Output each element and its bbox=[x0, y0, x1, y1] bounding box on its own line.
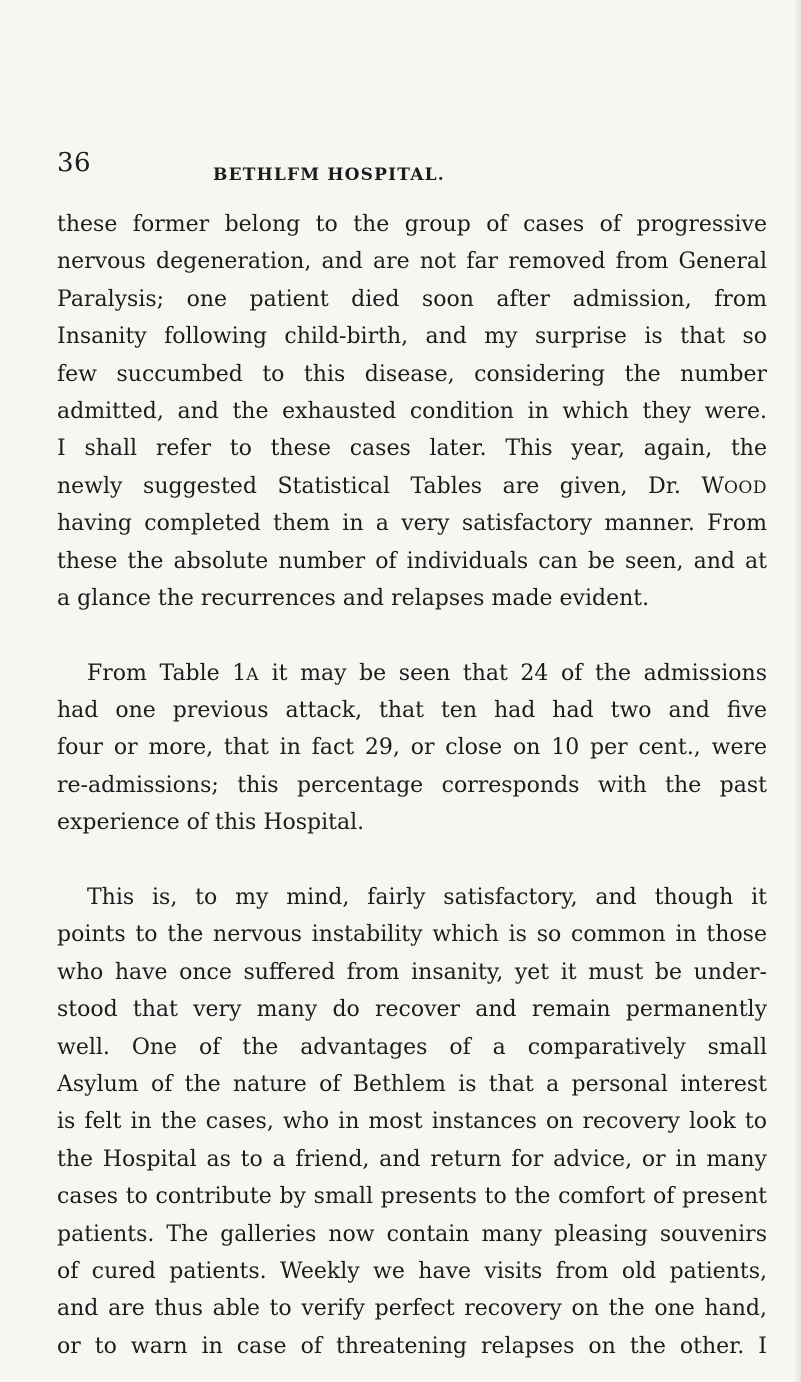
text-span: From Table 1 bbox=[87, 660, 247, 686]
text-line: few succumbed to this disease, considering the number bbox=[57, 361, 767, 387]
page-edge-shadow bbox=[794, 0, 801, 1382]
text-line: four or more, that in fact 29, or close on 10 per cent., were bbox=[57, 735, 767, 761]
paragraph bbox=[57, 206, 767, 617]
text-line: well. One of the advantages of a comparatively small bbox=[57, 1034, 767, 1060]
text-line: admitted, and the exhausted condition in which they were. bbox=[57, 398, 767, 424]
text-line: I shall refer to these cases later. This year, again, the bbox=[57, 436, 767, 462]
text-line: re-admissions; this percentage corresponds with the past bbox=[57, 772, 767, 798]
small-caps-span: OOD bbox=[723, 477, 767, 498]
text-line: or to warn in case of threatening relapses on the other. I bbox=[57, 1333, 767, 1359]
running-head: BETHLFM HOSPITAL. bbox=[213, 165, 445, 185]
text-line: Asylum of the nature of Bethlem is that a personal interest bbox=[57, 1071, 767, 1097]
text-line: these former belong to the group of cases of progressive bbox=[57, 212, 767, 237]
paragraph-gap bbox=[57, 842, 767, 879]
small-caps-span: A bbox=[246, 664, 260, 685]
text-line: these the absolute number of individuals can be seen, and at bbox=[57, 548, 767, 574]
text-line: points to the nervous instability which is so common in those bbox=[57, 922, 767, 948]
text-line bbox=[57, 468, 767, 505]
text-line: had one previous attack, that ten had had two and five bbox=[57, 698, 767, 724]
text-line: experience of this Hospital. bbox=[57, 810, 365, 836]
paragraph bbox=[57, 879, 767, 1365]
text-line: of cured patients. Weekly we have visits from old patients, bbox=[57, 1258, 767, 1284]
text-line: patients. The galleries now contain many pleasing souvenirs bbox=[57, 1221, 767, 1247]
text-line: stood that very many do recover and remain permanently bbox=[57, 997, 767, 1023]
text-line: a glance the recurrences and relapses made evident. bbox=[57, 585, 650, 611]
text-span: newly suggested Statistical Tables are given, Dr. W bbox=[57, 473, 724, 499]
text-line: nervous degeneration, and are not far removed from General bbox=[57, 249, 767, 275]
paragraph bbox=[57, 655, 767, 842]
text-line bbox=[57, 655, 767, 692]
text-line: and are thus able to verify perfect recovery on the one hand, bbox=[57, 1296, 767, 1322]
text-line: Insanity following child-birth, and my surprise is that so bbox=[57, 324, 767, 350]
text-line: cases to contribute by small presents to the comfort of present bbox=[57, 1184, 767, 1210]
text-line: is felt in the cases, who in most instances on recovery look to bbox=[57, 1109, 767, 1135]
paragraph-gap bbox=[57, 617, 767, 654]
text-line: who have once suffered from insanity, yet it must be under- bbox=[57, 959, 767, 985]
text-line: having completed them in a very satisfactory manner. From bbox=[57, 511, 767, 537]
text-line: Paralysis; one patient died soon after admission, from bbox=[57, 286, 767, 312]
text-span: it may be seen that 24 of the admissions bbox=[259, 660, 767, 686]
text-line: This is, to my mind, fairly satisfactory, and though it bbox=[87, 885, 767, 911]
text-line: the Hospital as to a friend, and return for advice, or in many bbox=[57, 1146, 767, 1172]
body-text bbox=[57, 206, 767, 1365]
page-number: 36 bbox=[57, 148, 92, 178]
